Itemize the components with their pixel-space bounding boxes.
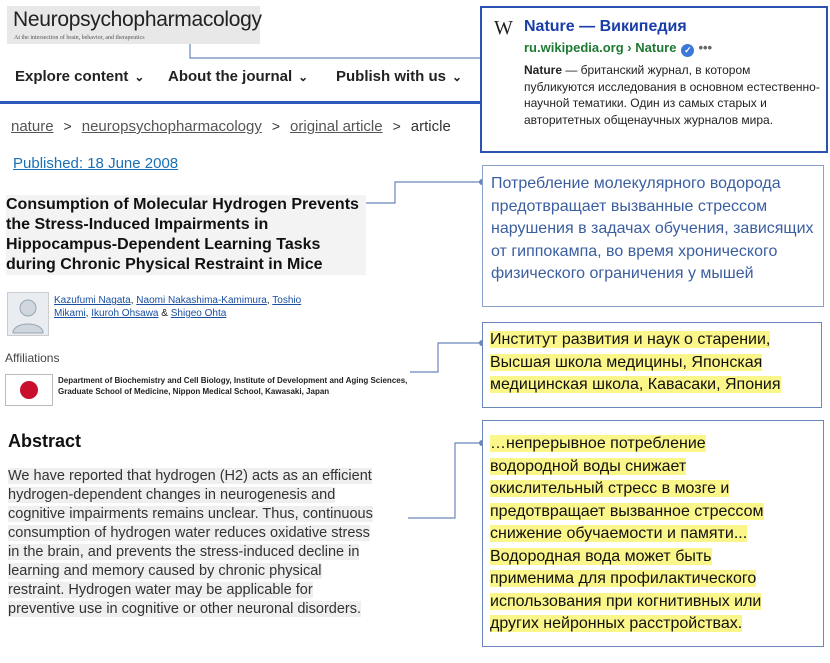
chevron-down-icon: ⌄ bbox=[452, 70, 463, 84]
chevron-right-icon: > bbox=[63, 118, 72, 134]
affiliation-translation: Институт развития и наук о старении, Высшая школа медицины, Японская медицинская школа, Кавасаки, Япония bbox=[490, 331, 781, 393]
article-title: Consumption of Molecular Hydrogen Prevents the Stress-Induced Impairments in Hippocampus-Dependent Learning Tasks during Chronic Physical Restraint in Mice bbox=[6, 195, 366, 275]
author-link[interactable]: Ikuroh Ohsawa bbox=[91, 308, 159, 319]
chevron-right-icon: > bbox=[392, 118, 401, 134]
abstract-line: consumption of hydrogen water reduces oxidative stress bbox=[8, 525, 370, 541]
journal-tagline: At the intersection of brain, behavior, and therapeutics bbox=[14, 35, 145, 41]
chevron-right-icon: > bbox=[271, 118, 281, 134]
abstract-line: in the brain, and prevents the stress-induced decline in bbox=[8, 544, 360, 560]
nav-publish-with-us[interactable] bbox=[336, 68, 462, 85]
wikipedia-logo-icon: W bbox=[494, 17, 513, 39]
author-link[interactable]: Toshio Mikami bbox=[54, 295, 302, 319]
abstract-heading: Abstract bbox=[8, 431, 82, 451]
author-link[interactable]: Shigeo Ohta bbox=[170, 308, 227, 319]
person-icon bbox=[8, 293, 48, 335]
abstract-line: preventive use in cognitive or other neuronal disorders. bbox=[8, 601, 362, 617]
nav-label: About the journal bbox=[168, 68, 293, 85]
japan-flag-icon bbox=[5, 374, 53, 406]
abstract-line: restraint. Hydrogen water may be applicable for bbox=[8, 582, 313, 598]
title-translation: Потребление молекулярного водорода предотвращает вызванные стрессом нарушения в задачах обучения, зависящих от гиппокампа, во время хронического физического ограничения у мышей bbox=[491, 175, 814, 282]
affiliations-label: Affiliations bbox=[5, 351, 60, 365]
author-avatar bbox=[7, 292, 49, 336]
chevron-down-icon: ⌄ bbox=[134, 70, 145, 84]
published-date[interactable]: Published: 18 June 2008 bbox=[13, 155, 179, 172]
breadcrumb-nature[interactable]: nature bbox=[11, 118, 54, 135]
abstract-translation-panel bbox=[482, 420, 824, 647]
abstract-line: learning and memory caused by chronic physical bbox=[8, 563, 322, 579]
author-link[interactable]: Kazufumi Nagata bbox=[54, 295, 131, 306]
abstract-line: We have reported that hydrogen (H2) acts as an efficient bbox=[8, 468, 372, 484]
journal-name: Neuropsychopharmacology bbox=[13, 8, 262, 31]
nav-explore-content[interactable] bbox=[15, 68, 144, 85]
wiki-title[interactable]: Nature — Википедия bbox=[524, 18, 687, 35]
wiki-description: Nature — британский журнал, в котором публикуются исследования в основном естественно-научной тематики. Один из самых старых и авторитетных общенаучных журналов мира. bbox=[524, 63, 820, 127]
more-icon[interactable]: ••• bbox=[698, 40, 713, 55]
journal-logo[interactable] bbox=[7, 6, 260, 44]
abstract-text bbox=[8, 467, 408, 619]
wiki-url[interactable]: ru.wikipedia.org › Nature ✓ ••• bbox=[524, 40, 713, 55]
chevron-down-icon: ⌄ bbox=[298, 70, 309, 84]
author-link[interactable]: Naomi Nakashima-Kamimura bbox=[136, 295, 267, 306]
breadcrumb bbox=[11, 118, 451, 135]
abstract-line: cognitive impairments remains unclear. Thus, continuous bbox=[8, 506, 373, 522]
affiliation-text: Department of Biochemistry and Cell Biology, Institute of Development and Aging Sciences, Graduate School of Medicine, Nippon Medical School, Kawasaki, Japan bbox=[58, 376, 408, 396]
abstract-line: hydrogen-dependent changes in neurogenesis and bbox=[8, 487, 336, 503]
check-badge-icon: ✓ bbox=[681, 44, 694, 57]
breadcrumb-original-article[interactable]: original article bbox=[290, 118, 383, 135]
nav-about-journal[interactable] bbox=[168, 68, 308, 85]
nav-label: Publish with us bbox=[336, 68, 447, 85]
breadcrumb-current: article bbox=[410, 118, 451, 135]
affiliation-translation-panel bbox=[482, 322, 822, 408]
abstract-translation: …непрерывное потребление водородной воды снижает окислительный стресс в мозге и предотвращает вызванное стрессом снижение обучаемости и памяти... Водородная вода может быть применима для профилактического использования при когнитивных или других нейронных расстройствах. bbox=[490, 435, 764, 632]
breadcrumb-journal[interactable]: neuropsychopharmacology bbox=[81, 118, 262, 135]
nav-label: Explore content bbox=[15, 68, 129, 85]
wikipedia-card[interactable] bbox=[480, 6, 828, 153]
title-translation-panel bbox=[482, 165, 824, 307]
nav-divider bbox=[0, 101, 480, 104]
author-list: Kazufumi Nagata, Naomi Nakashima-Kamimura, Toshio Mikami, Ikuroh Ohsawa & Shigeo Ohta bbox=[54, 295, 302, 319]
